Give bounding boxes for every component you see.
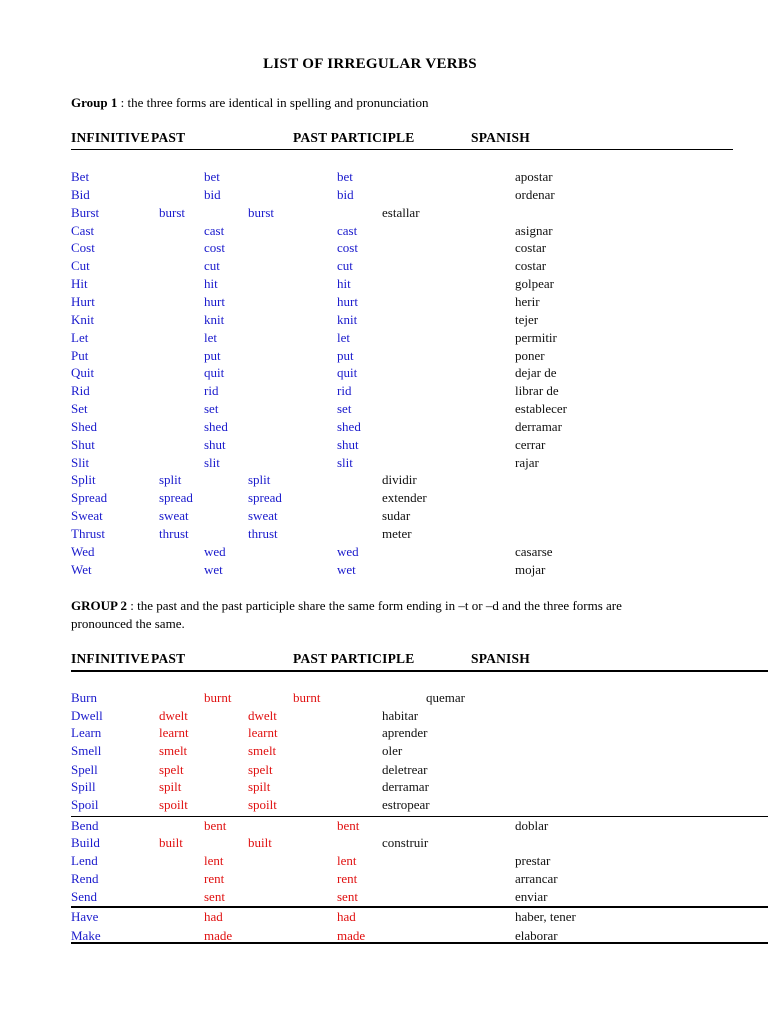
- past-cell: thrust: [159, 526, 189, 541]
- infinitive-cell: Rend: [71, 871, 99, 886]
- past-cell: rid: [204, 383, 219, 399]
- infinitive-cell: Spell: [71, 762, 98, 777]
- spanish-cell: oler: [382, 743, 403, 758]
- header-spanish: SPANISH: [471, 651, 530, 666]
- past-participle-cell: burnt: [293, 690, 321, 705]
- past-participle-cell: dwelt: [248, 708, 277, 723]
- infinitive-cell: Cast: [71, 222, 95, 238]
- spanish-cell: ordenar: [515, 186, 555, 202]
- spanish-cell: aprender: [382, 725, 428, 740]
- past-cell: knit: [204, 311, 225, 327]
- spanish-cell: elaborar: [515, 928, 558, 943]
- spanish-cell: quemar: [426, 690, 465, 705]
- spanish-cell: establecer: [515, 401, 567, 417]
- infinitive-cell: Build: [71, 835, 100, 850]
- past-cell: cut: [204, 258, 220, 274]
- infinitive-cell: Spread: [71, 490, 108, 506]
- past-participle-cell: split: [248, 472, 271, 488]
- past-participle-cell: spoilt: [248, 797, 277, 812]
- spanish-cell: herir: [515, 293, 540, 309]
- past-cell: shed: [204, 418, 228, 434]
- past-participle-cell: rid: [337, 383, 352, 399]
- past-participle-cell: burst: [248, 204, 274, 220]
- infinitive-cell: Learn: [71, 725, 102, 740]
- spanish-cell: asignar: [515, 222, 553, 238]
- past-participle-cell: let: [337, 329, 350, 345]
- spanish-cell: permitir: [515, 329, 557, 345]
- infinitive-cell: Bid: [71, 186, 90, 202]
- past-participle-cell: bid: [337, 186, 354, 202]
- group2-text-line2: pronounced the same.: [71, 616, 185, 631]
- spanish-cell: haber, tener: [515, 909, 576, 924]
- past-participle-cell: put: [337, 347, 354, 363]
- past-participle-cell: spelt: [248, 762, 273, 777]
- infinitive-cell: Let: [71, 329, 89, 345]
- past-cell: spilt: [159, 779, 182, 794]
- past-cell: made: [204, 928, 233, 943]
- spanish-cell: dividir: [382, 472, 417, 488]
- past-cell: cast: [204, 222, 225, 238]
- spanish-cell: derramar: [382, 779, 429, 794]
- header-spanish: SPANISH: [471, 130, 530, 145]
- verb-table: [71, 0, 768, 1024]
- infinitive-cell: Slit: [71, 454, 90, 470]
- past-participle-cell: cut: [337, 258, 353, 274]
- past-cell: split: [159, 472, 182, 488]
- past-participle-cell: made: [337, 928, 366, 943]
- infinitive-cell: Wed: [71, 543, 95, 559]
- group1-text: : the three forms are identical in spelling and pronunciation: [117, 95, 429, 110]
- spanish-cell: estallar: [382, 204, 420, 220]
- infinitive-cell: Hurt: [71, 293, 95, 309]
- spanish-cell: prestar: [515, 853, 551, 868]
- past-participle-cell: bet: [337, 169, 353, 184]
- spanish-cell: librar de: [515, 383, 559, 399]
- spanish-cell: costar: [515, 258, 547, 274]
- infinitive-cell: Shed: [71, 418, 97, 434]
- infinitive-cell: Set: [71, 401, 88, 417]
- spanish-cell: derramar: [515, 418, 562, 434]
- past-cell: burnt: [204, 690, 232, 705]
- past-participle-cell: set: [337, 401, 352, 417]
- infinitive-cell: Knit: [71, 311, 95, 327]
- past-cell: hit: [204, 276, 218, 292]
- past-cell: spoilt: [159, 797, 188, 812]
- spanish-cell: golpear: [515, 276, 554, 292]
- spanish-cell: costar: [515, 240, 547, 256]
- infinitive-cell: Burst: [71, 204, 100, 220]
- infinitive-cell: Rid: [71, 383, 90, 399]
- spanish-cell: cerrar: [515, 436, 546, 452]
- past-participle-cell: wed: [337, 543, 359, 559]
- spanish-cell: enviar: [515, 889, 548, 904]
- past-participle-cell: cast: [337, 222, 358, 238]
- infinitive-cell: Lend: [71, 853, 98, 868]
- past-cell: learnt: [159, 725, 189, 740]
- header-past: PAST: [151, 651, 186, 666]
- past-participle-cell: thrust: [248, 526, 278, 541]
- group2-text-line1: : the past and the past participle share the same form ending in –t or –d and the three forms are: [126, 598, 622, 613]
- past-participle-cell: quit: [337, 365, 358, 381]
- header-infinitive: INFINITIVE: [71, 130, 150, 145]
- past-participle-cell: sweat: [248, 508, 278, 524]
- spanish-cell: casarse: [515, 543, 553, 559]
- infinitive-cell: Split: [71, 472, 96, 488]
- infinitive-cell: Thrust: [71, 526, 105, 541]
- past-cell: hurt: [204, 293, 225, 309]
- infinitive-cell: Send: [71, 889, 97, 904]
- past-participle-cell: shed: [337, 418, 361, 434]
- past-cell: lent: [204, 853, 224, 868]
- past-cell: rent: [204, 871, 225, 886]
- past-participle-cell: sent: [337, 889, 358, 904]
- past-participle-cell: spread: [248, 490, 282, 506]
- past-participle-cell: spilt: [248, 779, 271, 794]
- past-cell: slit: [204, 454, 220, 470]
- past-cell: set: [204, 401, 219, 417]
- infinitive-cell: Quit: [71, 365, 95, 381]
- infinitive-cell: Bet: [71, 169, 90, 184]
- header-past: PAST: [151, 130, 186, 145]
- header-past-participle: PAST PARTICIPLE: [293, 130, 415, 145]
- spanish-cell: rajar: [515, 454, 539, 470]
- past-cell: let: [204, 329, 217, 345]
- infinitive-cell: Hit: [71, 276, 88, 292]
- past-cell: wet: [204, 561, 223, 577]
- spanish-cell: sudar: [382, 508, 411, 524]
- infinitive-cell: Have: [71, 909, 99, 924]
- past-cell: had: [204, 909, 223, 924]
- spanish-cell: meter: [382, 526, 412, 541]
- spanish-cell: arrancar: [515, 871, 558, 886]
- infinitive-cell: Wet: [71, 561, 92, 577]
- infinitive-cell: Shut: [71, 436, 95, 452]
- infinitive-cell: Put: [71, 347, 89, 363]
- header-past-participle: PAST PARTICIPLE: [293, 651, 415, 666]
- infinitive-cell: Spoil: [71, 797, 99, 812]
- past-cell: cost: [204, 240, 225, 256]
- infinitive-cell: Smell: [71, 743, 102, 758]
- past-cell: bent: [204, 818, 227, 833]
- past-cell: bid: [204, 186, 221, 202]
- past-participle-cell: built: [248, 835, 272, 850]
- past-cell: dwelt: [159, 708, 188, 723]
- past-cell: built: [159, 835, 183, 850]
- infinitive-cell: Spill: [71, 779, 96, 794]
- past-participle-cell: learnt: [248, 725, 278, 740]
- past-participle-cell: hurt: [337, 293, 358, 309]
- spanish-cell: tejer: [515, 311, 539, 327]
- past-participle-cell: cost: [337, 240, 358, 256]
- past-cell: wed: [204, 543, 226, 559]
- past-participle-cell: lent: [337, 853, 357, 868]
- past-cell: bet: [204, 169, 220, 184]
- past-participle-cell: had: [337, 909, 356, 924]
- past-participle-cell: bent: [337, 818, 360, 833]
- group2-label: GROUP 2: [71, 598, 127, 613]
- header-infinitive: INFINITIVE: [71, 651, 150, 666]
- spanish-cell: mojar: [515, 561, 546, 577]
- infinitive-cell: Make: [71, 928, 101, 943]
- past-cell: shut: [204, 436, 226, 452]
- past-participle-cell: wet: [337, 561, 356, 577]
- spanish-cell: habitar: [382, 708, 419, 723]
- past-cell: put: [204, 347, 221, 363]
- past-cell: burst: [159, 204, 185, 220]
- spanish-cell: estropear: [382, 797, 430, 812]
- past-participle-cell: hit: [337, 276, 351, 292]
- infinitive-cell: Dwell: [71, 708, 103, 723]
- group1-label: Group 1: [71, 95, 118, 110]
- past-cell: spread: [159, 490, 193, 506]
- infinitive-cell: Burn: [71, 690, 97, 705]
- past-participle-cell: smelt: [248, 743, 277, 758]
- spanish-cell: construir: [382, 835, 429, 850]
- infinitive-cell: Cut: [71, 258, 90, 274]
- past-cell: sent: [204, 889, 225, 904]
- past-cell: spelt: [159, 762, 184, 777]
- past-participle-cell: shut: [337, 436, 359, 452]
- past-cell: quit: [204, 365, 225, 381]
- infinitive-cell: Cost: [71, 240, 95, 256]
- past-cell: smelt: [159, 743, 188, 758]
- past-cell: sweat: [159, 508, 189, 524]
- spanish-cell: extender: [382, 490, 427, 506]
- spanish-cell: poner: [515, 347, 545, 363]
- page-title: LIST OF IRREGULAR VERBS: [263, 56, 477, 72]
- past-participle-cell: rent: [337, 871, 358, 886]
- infinitive-cell: Sweat: [71, 508, 103, 524]
- spanish-cell: apostar: [515, 169, 553, 184]
- infinitive-cell: Bend: [71, 818, 99, 833]
- spanish-cell: doblar: [515, 818, 549, 833]
- past-participle-cell: slit: [337, 454, 353, 470]
- past-participle-cell: knit: [337, 311, 358, 327]
- spanish-cell: deletrear: [382, 762, 428, 777]
- spanish-cell: dejar de: [515, 365, 557, 381]
